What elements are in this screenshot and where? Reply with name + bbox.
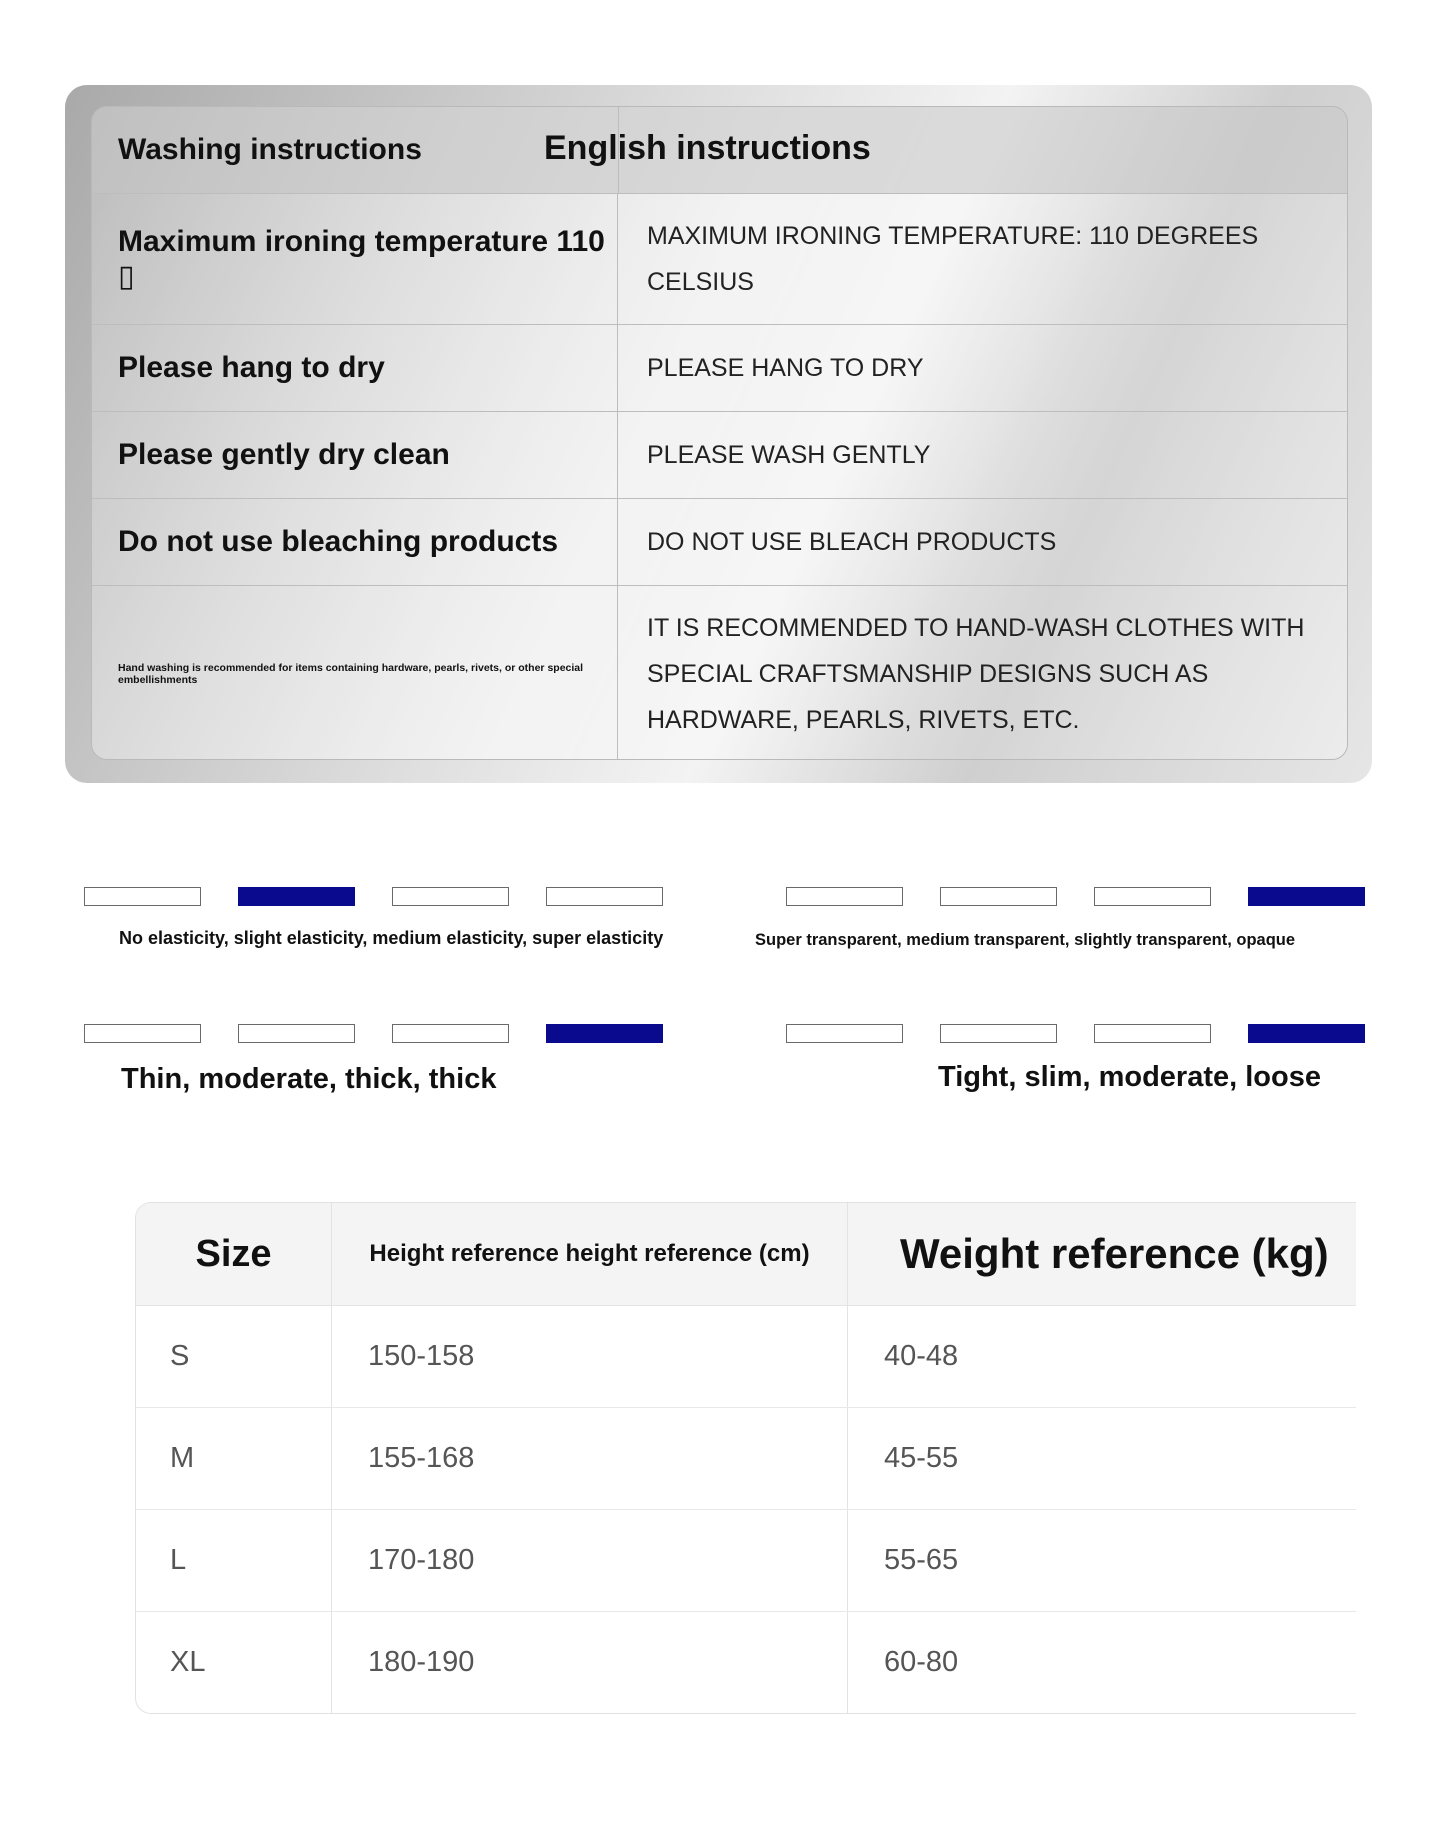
thickness-level-thick-2	[546, 1024, 663, 1043]
wash-instruction-label: Please gently dry clean	[92, 412, 618, 498]
height-cell: 170-180	[332, 1510, 848, 1611]
washing-instructions-card	[65, 85, 1372, 783]
wash-instruction-label: Please hang to dry	[92, 325, 618, 411]
wash-row	[92, 586, 1347, 760]
transparency-label: Super transparent, medium transparent, slightly transparent, opaque	[755, 931, 1296, 949]
wash-instruction-english: DO NOT USE BLEACH PRODUCTS	[647, 528, 1057, 556]
height-cell: 155-168	[332, 1408, 848, 1509]
transparency-level-super	[786, 887, 903, 906]
wash-instruction-english: PLEASE HANG TO DRY	[647, 354, 924, 382]
thickness-scale	[84, 1024, 663, 1043]
table-row	[136, 1408, 1356, 1510]
fit-level-tight	[786, 1024, 903, 1043]
fit-label: Tight, slim, moderate, loose	[938, 1061, 1321, 1093]
thickness-label: Thin, moderate, thick, thick	[121, 1063, 497, 1095]
header-washing-instructions: Washing instructions	[118, 133, 422, 166]
wash-instruction-english: MAXIMUM IRONING TEMPERATURE: 110 DEGREES CELSIUS	[647, 222, 1259, 296]
weight-cell: 60-80	[884, 1646, 959, 1678]
wash-row	[92, 194, 1347, 325]
weight-cell: 55-65	[884, 1544, 959, 1576]
wash-instruction-label: Hand washing is recommended for items containing hardware, pearls, rivets, or other special embellishments	[92, 586, 618, 760]
height-cell: 150-158	[332, 1306, 848, 1407]
elasticity-level-medium	[392, 887, 509, 906]
size-table-header	[136, 1203, 1356, 1306]
wash-instruction-label: Maximum ironing temperature 110 ▯	[92, 194, 618, 324]
header-height-reference: Height reference height reference (cm)	[332, 1203, 848, 1305]
fit-level-slim	[940, 1024, 1057, 1043]
header-english-instructions: English instructions	[544, 129, 871, 167]
wash-row	[92, 412, 1347, 499]
height-cell: 180-190	[332, 1612, 848, 1713]
washing-instructions-table	[91, 106, 1348, 760]
fit-scale	[786, 1024, 1365, 1043]
wash-instruction-english: PLEASE WASH GENTLY	[647, 441, 931, 469]
size-chart-table	[135, 1202, 1356, 1714]
fit-level-moderate	[1094, 1024, 1211, 1043]
elasticity-level-none	[84, 887, 201, 906]
wash-instruction-english: IT IS RECOMMENDED TO HAND-WASH CLOTHES WITH SPECIAL CRAFTSMANSHIP DESIGNS SUCH AS HARDWARE, PEARLS, RIVETS, ETC.	[647, 613, 1305, 734]
table-row	[136, 1306, 1356, 1408]
size-cell: L	[136, 1510, 332, 1611]
elasticity-level-slight	[238, 887, 355, 906]
fit-level-loose	[1248, 1024, 1365, 1043]
header-size: Size	[136, 1203, 332, 1305]
thickness-level-thin	[84, 1024, 201, 1043]
elasticity-label: No elasticity, slight elasticity, medium elasticity, super elasticity	[119, 928, 664, 948]
size-cell: XL	[136, 1612, 332, 1713]
table-row	[136, 1510, 1356, 1612]
header-weight-reference: Weight reference (kg)	[900, 1230, 1329, 1277]
thickness-level-thick	[392, 1024, 509, 1043]
wash-row	[92, 499, 1347, 586]
table-row	[136, 1612, 1356, 1713]
weight-cell: 45-55	[884, 1442, 959, 1474]
elasticity-level-super	[546, 887, 663, 906]
transparency-scale	[786, 887, 1365, 906]
size-cell: S	[136, 1306, 332, 1407]
transparency-level-medium	[940, 887, 1057, 906]
wash-row	[92, 325, 1347, 412]
transparency-level-slight	[1094, 887, 1211, 906]
washing-table-header	[92, 107, 1347, 194]
size-cell: M	[136, 1408, 332, 1509]
transparency-level-opaque	[1248, 887, 1365, 906]
weight-cell: 40-48	[884, 1340, 959, 1372]
elasticity-scale	[84, 887, 663, 906]
wash-instruction-label: Do not use bleaching products	[92, 499, 618, 585]
thickness-level-moderate	[238, 1024, 355, 1043]
